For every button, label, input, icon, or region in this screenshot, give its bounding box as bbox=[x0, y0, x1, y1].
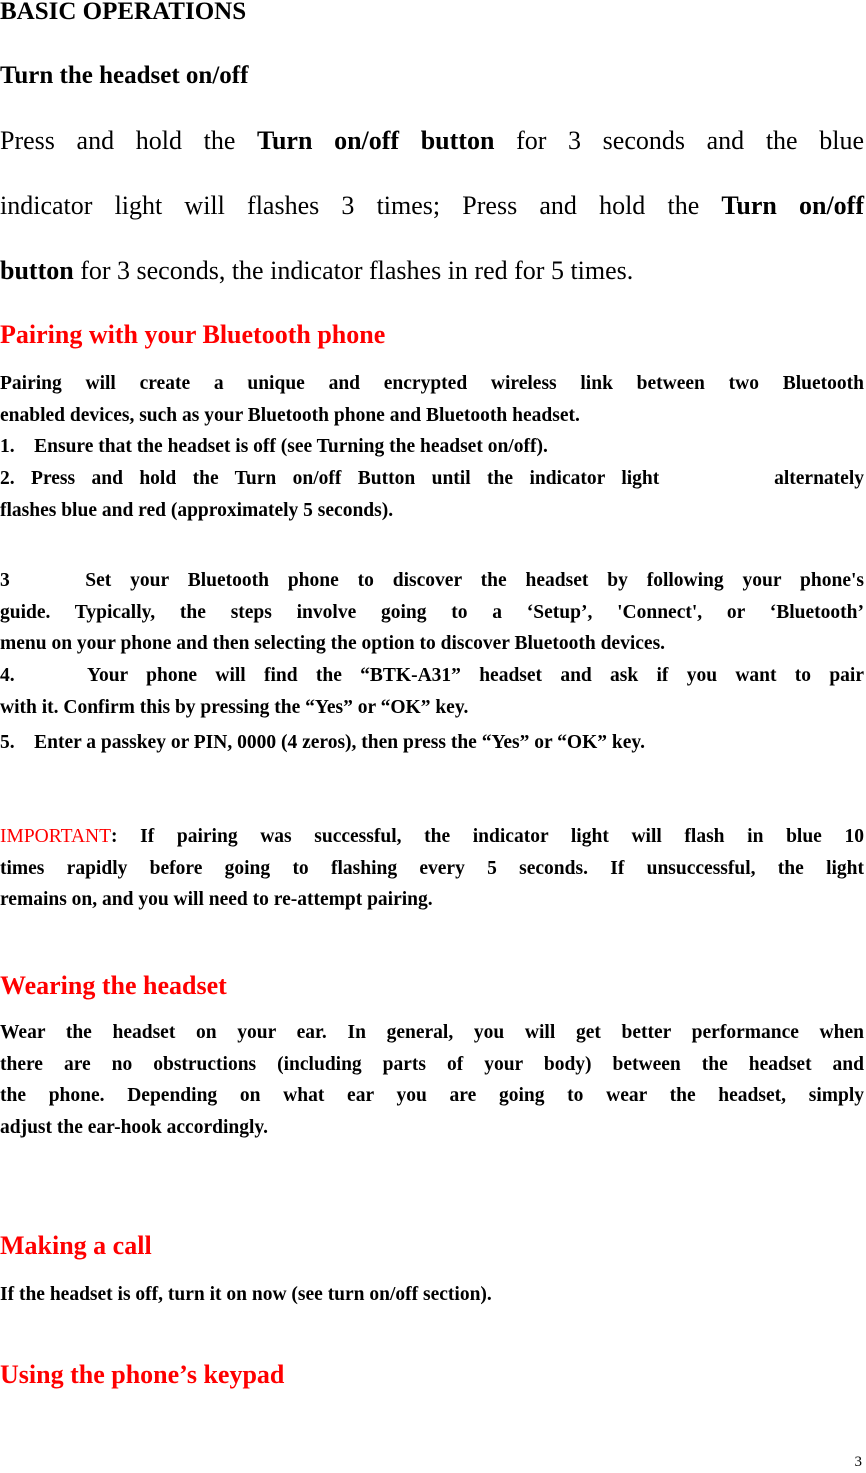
heading-making-call: Making a call bbox=[0, 1231, 152, 1260]
page-number: 3 bbox=[854, 1454, 862, 1470]
heading-pairing: Pairing with your Bluetooth phone bbox=[0, 320, 386, 349]
pairing-step-1 bbox=[0, 431, 864, 463]
pairing-step-4-line-2: with it. Confirm this by pressing the “Yes” or “OK” key. bbox=[0, 696, 469, 718]
pairing-step-3-line-3: menu on your phone and then selecting the option to discover Bluetooth devices. bbox=[0, 633, 666, 654]
pairing-intro bbox=[0, 368, 864, 431]
section-title-basic-operations: BASIC OPERATIONS bbox=[0, 0, 247, 25]
making-call-paragraph bbox=[0, 1279, 864, 1311]
heading-using-keypad: Using the phone’s keypad bbox=[0, 1360, 285, 1389]
pairing-step-5-text: 5. Enter a passkey or PIN, 0000 (4 zeros), then press the “Yes” or “OK” key. bbox=[0, 732, 645, 753]
pairing-step-3-line-2: guide. Typically, the steps involve going to a ‘Setup’, 'Connect', or ‘Bluetooth’ bbox=[0, 601, 864, 623]
turn-line-2: indicator light will flashes 3 times; Press and hold the Turn on/off bbox=[0, 191, 864, 220]
heading-wearing: Wearing the headset bbox=[0, 971, 227, 1000]
pairing-step-2 bbox=[0, 463, 864, 526]
pairing-step-3-line-1: 3 Set your Bluetooth phone to discover the headset by following your phone's bbox=[0, 570, 864, 591]
pairing-step-1-text: 1. Ensure that the headset is off (see Turning the headset on/off). bbox=[0, 436, 548, 457]
important-label: IMPORTANT bbox=[0, 826, 112, 847]
pairing-step-2-line-2: flashes blue and red (approximately 5 seconds). bbox=[0, 499, 394, 521]
wearing-line-3: the phone. Depending on what ear you are going to wear the headset, simply bbox=[0, 1085, 864, 1106]
pairing-step-5 bbox=[0, 727, 864, 759]
wearing-line-2: there are no obstructions (including parts of your body) between the headset and bbox=[0, 1053, 864, 1075]
pairing-step-4 bbox=[0, 660, 864, 723]
wearing-line-4: adjust the ear-hook accordingly. bbox=[0, 1116, 268, 1138]
turn-line-3: button for 3 seconds, the indicator flashes in red for 5 times. bbox=[0, 256, 634, 285]
wearing-line-1: Wear the headset on your ear. In general, you will get better performance when bbox=[0, 1022, 864, 1043]
turn-line-1: Press and hold the Turn on/off button for 3 seconds and the blue bbox=[0, 126, 864, 155]
pairing-step-3 bbox=[0, 565, 864, 660]
turn-on-off-paragraph bbox=[0, 108, 864, 303]
pairing-step-4-line-1: 4. Your phone will find the “BTK-A31” headset and ask if you want to pair bbox=[0, 665, 864, 686]
important-line-2: times rapidly before going to flashing every 5 seconds. If unsuccessful, the light bbox=[0, 857, 864, 879]
pairing-intro-line-1: Pairing will create a unique and encrypted wireless link between two Bluetooth bbox=[0, 373, 864, 394]
important-note bbox=[0, 821, 864, 916]
heading-turn-on-off: Turn the headset on/off bbox=[0, 62, 249, 89]
pairing-intro-line-2: enabled devices, such as your Bluetooth phone and Bluetooth headset. bbox=[0, 404, 580, 426]
important-line-1: IMPORTANT: If pairing was successful, the indicator light will flash in blue 10 bbox=[0, 826, 864, 847]
pairing-step-2-line-1: 2. Press and hold the Turn on/off Button until the indicator light alternately bbox=[0, 468, 864, 489]
important-line-3: remains on, and you will need to re-attempt pairing. bbox=[0, 889, 433, 910]
making-call-text: If the headset is off, turn it on now (see turn on/off section). bbox=[0, 1284, 492, 1305]
wearing-paragraph bbox=[0, 1017, 864, 1143]
